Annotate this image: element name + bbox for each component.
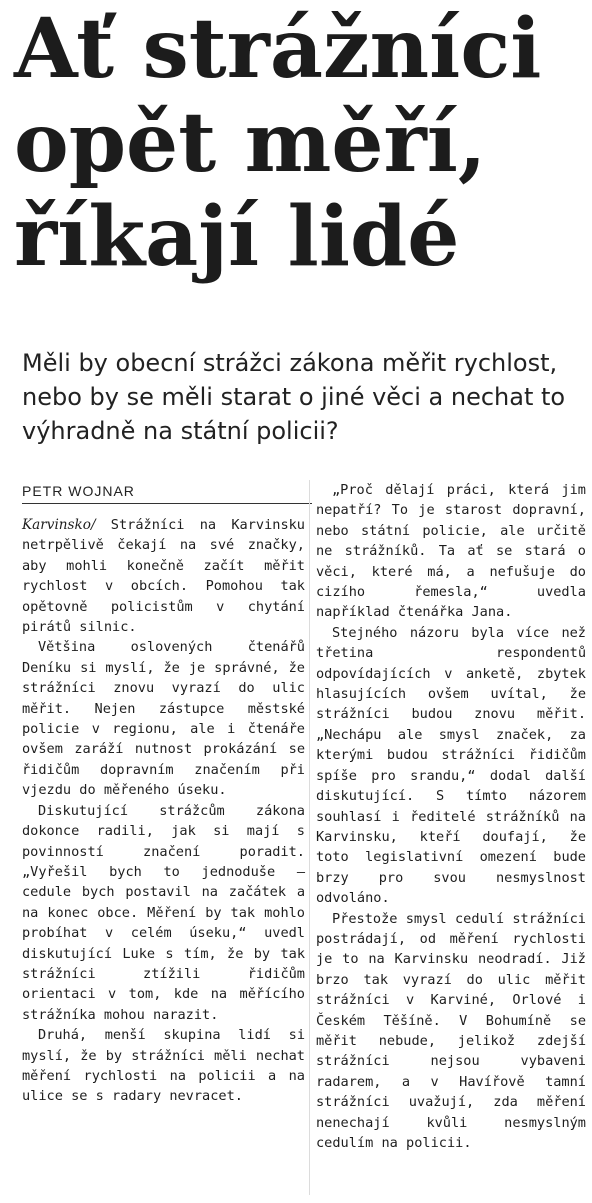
- paragraph: Diskutující strážcům zákona dokonce radili, jak si mají s povinností značení poradit. „Vyřešil bych to jednoduše – cedule bych postavil na začátek a na konec obce. Měření by tak mohlo probíhat v celém úseku,“ uvedl diskutující Luke s tím, že by tak strážníci ztížili řidičům orientaci v tom, kde na měřícího strážníka mohou narazit.: [22, 802, 305, 1023]
- paragraph: [22, 515, 305, 637]
- subheadline: Měli by obecní strážci zákona měřit rychlost, nebo by se měli starat o jiné věci a nechat to výhradně na státní policii?: [22, 349, 566, 445]
- body-column-2: [316, 480, 586, 1153]
- headline-line: opět měří,: [14, 95, 487, 191]
- paragraph: Stejného názoru byla více než třetina respondentů odpovídajících v anketě, zbytek hlasujících ovšem uvítal, že strážníci budou znovu měřit. „Nechápu ale smysl značek, za kterými budou strážníci řidičům spíše pro srandu,“ dodal další diskutující. S tímto názorem souhlasí i ředitelé strážníků na Karvinsku, kteří doufají, že toto legislativní omezení bude brzy pro svou nesmyslnost odvoláno.: [316, 624, 586, 907]
- headline-line: Ať strážníci: [14, 1, 542, 97]
- body-column-1: [22, 515, 305, 1107]
- headline-line: říkají lidé: [14, 189, 460, 285]
- column-divider: [309, 480, 310, 1195]
- headline: [14, 2, 586, 284]
- paragraph: „Proč dělají práci, která jim nepatří? To je starost dopravní, nebo státní policie, ale určitě ne strážníků. Ta ať se stará o věci, které má, a nefušuje do cizího řemesla,“ uvedla například čtenářka Jana.: [316, 482, 586, 621]
- byline: PETR WOJNAR: [22, 483, 312, 504]
- paragraph: Přestože smysl cedulí strážníci postrádají, od měření rychlosti je to na Karvinsku neodradí. Již brzo tak vyrazí do ulic měřit strážníci v Karviné, Orlové i Českém Těšíně. V Bohumíně se měřit nebude, jelikož zdejší strážníci nejsou vybaveni radarem, a v Havířově tamní strážníci uvažují, zda měření nenechají kvůli nesmyslným cedulím na policii.: [316, 910, 586, 1151]
- paragraph: Druhá, menší skupina lidí si myslí, že by strážníci měli nechat měření rychlosti na policii a na ulice se s radary nevracet.: [22, 1027, 305, 1105]
- paragraph-text: Strážníci na Karvinsku netrpělivě čekají na své značky, aby mohli konečně začít měřit rychlost v obcích. Pomohou tak opětovně policistům v chytání pirátů silnic.: [22, 517, 305, 636]
- paragraph: Většina oslovených čtenářů Deníku si myslí, že je správné, že strážníci znovu vyrazí do ulic měřit. Nejen zástupce městské policie v regionu, ale i čtenáře ovšem zaráží nutnost prokázání se řidičům dopravním značením při vjezdu do měřeného úseku.: [22, 639, 305, 799]
- dateline: Karvinsko/: [22, 517, 96, 533]
